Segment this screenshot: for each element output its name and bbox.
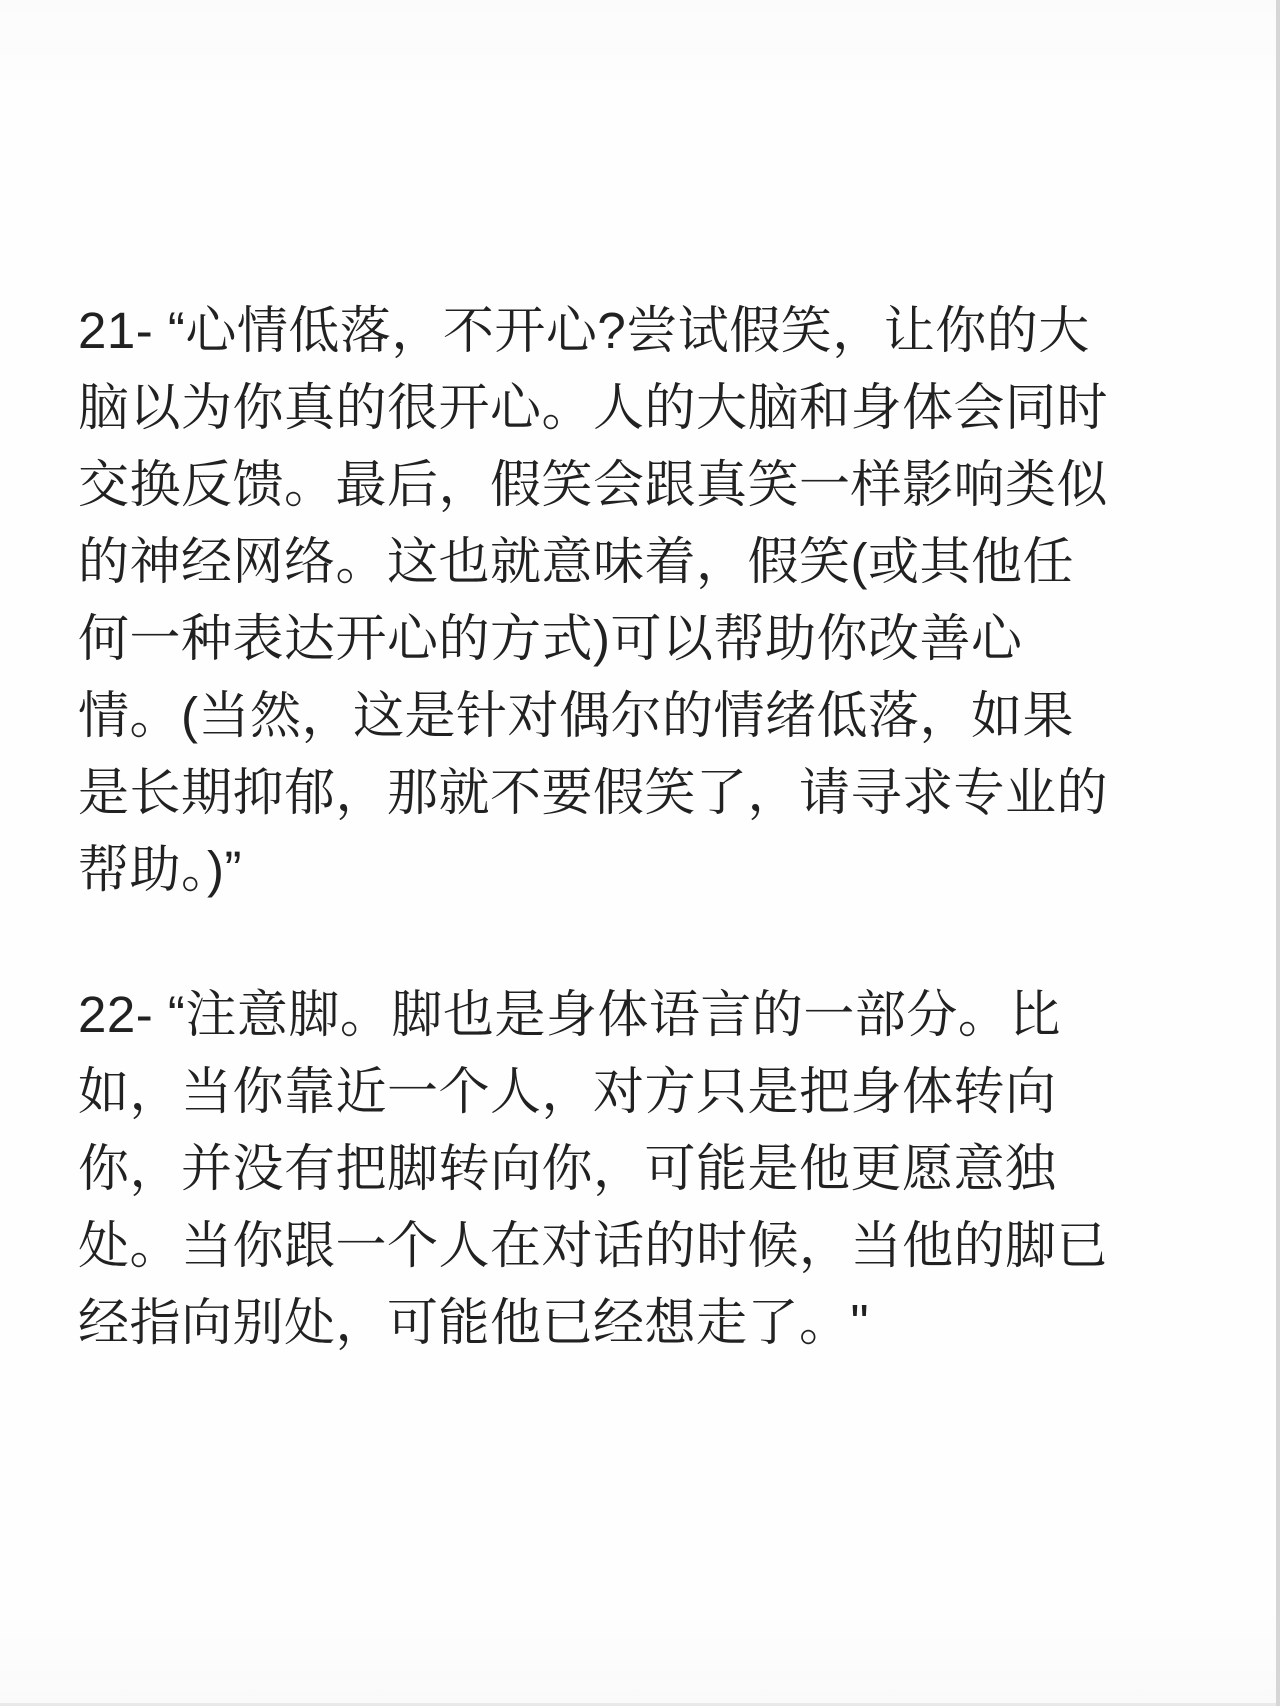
text-content xyxy=(78,292,1188,1361)
text-line: 的神经网络。这也就意味着，假笑(或其他任 xyxy=(78,533,1074,590)
paragraph-21 xyxy=(78,292,1188,908)
text-line: 脑以为你真的很开心。人的大脑和身体会同时 xyxy=(78,379,1109,436)
text-line: 22- “注意脚。脚也是身体语言的一部分。比 xyxy=(78,986,1061,1043)
text-line: 是长期抑郁，那就不要假笑了，请寻求专业的 xyxy=(78,764,1109,821)
text-line: 情。(当然，这是针对偶尔的情绪低落，如果 xyxy=(78,687,1074,744)
text-line: 处。当你跟一个人在对话的时候，当他的脚已 xyxy=(78,1217,1109,1274)
text-line: 你，并没有把脚转向你，可能是他更愿意独 xyxy=(78,1140,1057,1197)
text-line: 21- “心情低落，不开心?尝试假笑，让你的大 xyxy=(78,302,1090,359)
text-line: 帮助。)” xyxy=(78,841,242,898)
text-line: 交换反馈。最后，假笑会跟真笑一样影响类似 xyxy=(78,456,1109,513)
text-line: 经指向别处，可能他已经想走了。" xyxy=(78,1294,870,1351)
text-line: 如，当你靠近一个人，对方只是把身体转向 xyxy=(78,1063,1057,1120)
paragraph-22 xyxy=(78,976,1188,1361)
text-line: 何一种表达开心的方式)可以帮助你改善心 xyxy=(78,610,1023,667)
